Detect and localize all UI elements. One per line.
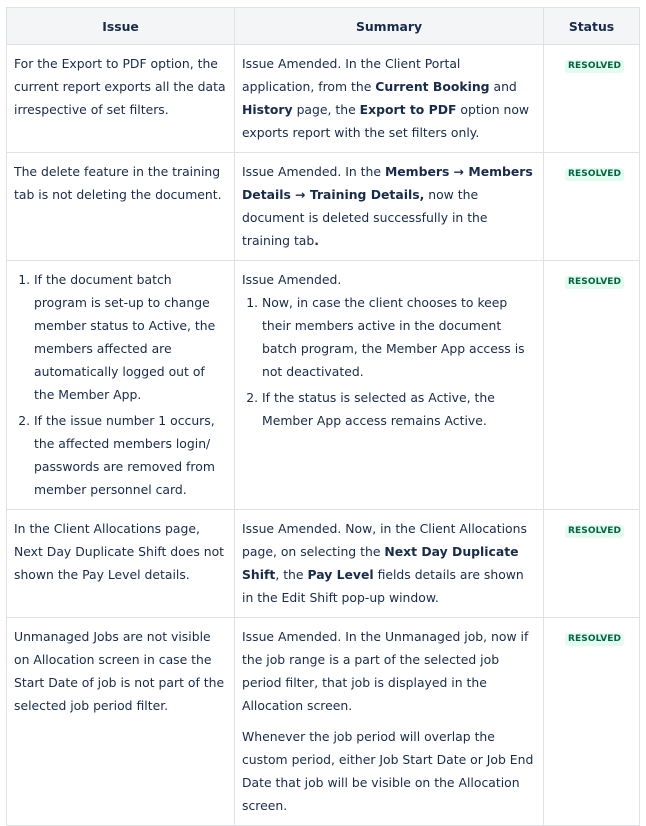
column-header-summary: Summary (235, 8, 544, 45)
summary-intro: Issue Amended. (242, 272, 342, 287)
status-cell (544, 510, 640, 618)
summary-paragraph: Issue Amended. In the Unmanaged job, now if the job range is a part of the selected job period filter, that job is displayed in the Allocation screen. (242, 629, 529, 713)
table-row (7, 510, 640, 618)
summary-cell (235, 510, 544, 618)
issue-cell (7, 261, 235, 510)
summary-cell (235, 45, 544, 153)
status-badge: RESOLVED (565, 633, 624, 646)
issue-list-item: 2. If the issue number 1 occurs, the affected members login/ passwords are removed from member personnel card. (34, 409, 227, 501)
summary-text: Issue Amended. Now, in the Client Allocations page, on selecting the (242, 521, 527, 559)
summary-bold-text: Next Day Duplicate Shift (242, 544, 519, 582)
issue-cell: For the Export to PDF option, the current report exports all the data irrespective of set filters. (7, 45, 235, 153)
summary-cell (235, 261, 544, 510)
summary-text: fields details are shown in the Edit Shift pop-up window. (242, 567, 524, 605)
issue-list-item: 1. If the document batch program is set-up to change member status to Active, the members affected are automatically logged out of the Member App. (34, 268, 227, 406)
issue-cell: Unmanaged Jobs are not visible on Allocation screen in case the Start Date of job is not part of the selected job period filter. (7, 618, 235, 826)
table-row (7, 45, 640, 153)
summary-text: option now exports report with the set filters only. (242, 102, 530, 140)
summary-bold-text: . (314, 233, 319, 248)
column-header-issue: Issue (7, 8, 235, 45)
status-cell (544, 261, 640, 510)
summary-text: Issue Amended. In the (242, 164, 385, 179)
summary-bold-text: Export to PDF (359, 102, 457, 117)
issue-cell: In the Client Allocations page, Next Day Duplicate Shift does not shown the Pay Level details. (7, 510, 235, 618)
summary-text: page, the (292, 102, 360, 117)
summary-paragraph: Whenever the job period will overlap the custom period, either Job Start Date or Job End Date that job will be visible on the Allocation screen. (242, 729, 534, 813)
summary-list-item: 1. Now, in case the client chooses to keep their members active in the document batch program, the Member App access is not deactivated. (262, 291, 536, 383)
summary-text: and (489, 79, 517, 94)
column-header-status: Status (544, 8, 640, 45)
issue-list (14, 268, 227, 501)
table-row (7, 618, 640, 826)
table-header (7, 8, 640, 45)
summary-cell (235, 153, 544, 261)
summary-cell (235, 618, 544, 826)
issue-cell: The delete feature in the training tab is not deleting the document. (7, 153, 235, 261)
status-badge: RESOLVED (565, 525, 624, 538)
status-badge: RESOLVED (565, 276, 624, 289)
table-body (7, 45, 640, 826)
summary-bold-text: History (242, 102, 293, 117)
table-row (7, 153, 640, 261)
summary-bold-text: Members → Members Details → Training Details, (242, 164, 533, 202)
status-badge: RESOLVED (565, 60, 624, 73)
table-row (7, 261, 640, 510)
summary-text: , the (275, 567, 308, 582)
summary-list (242, 291, 536, 432)
summary-text: Issue Amended. In the Client Portal application, from the (242, 56, 461, 94)
status-cell (544, 153, 640, 261)
header-row (7, 8, 640, 45)
status-cell (544, 45, 640, 153)
summary-list-item: 2. If the status is selected as Active, the Member App access remains Active. (262, 386, 536, 432)
status-cell (544, 618, 640, 826)
status-badge: RESOLVED (565, 168, 624, 181)
release-notes-table (6, 7, 640, 826)
summary-text: now the document is deleted successfully in the training tab (242, 187, 488, 248)
summary-bold-text: Current Booking (375, 79, 490, 94)
summary-bold-text: Pay Level (307, 567, 374, 582)
